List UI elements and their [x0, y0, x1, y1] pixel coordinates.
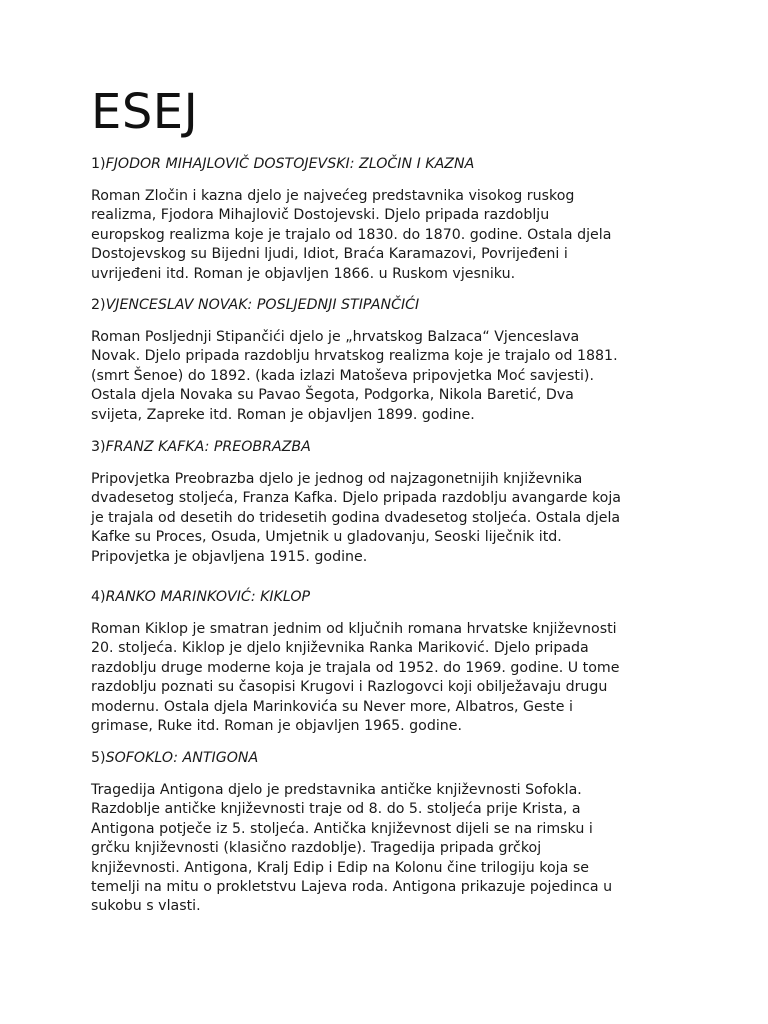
document-title: ESEJ	[91, 84, 199, 140]
paragraph-line: temelji na mitu o prokletstvu Lajeva roda. Antigona prikazuje pojedinca u	[91, 879, 613, 896]
paragraph-line: Ostala djela Novaka su Pavao Šegota, Podgorka, Nikola Baretić, Dva	[91, 387, 574, 404]
section-title: RANKO MARINKOVIĆ: KIKLOP	[105, 589, 311, 605]
paragraph-line: europskog realizma koje je trajalo od 1830. do 1870. godine. Ostala djela	[91, 226, 612, 243]
paragraph-line: Antigona potječe iz 5. stoljeća. Antička književnost dijeli se na rimsku i	[91, 820, 593, 837]
paragraph-line: Tragedija Antigona djelo je predstavnika antičke književnosti Sofokla.	[91, 782, 582, 798]
section-5	[91, 748, 691, 768]
paragraph-line: Roman Posljednji Stipančići djelo je „hrvatskog Balzaca“ Vjenceslava	[91, 329, 580, 345]
section-number: 3)	[91, 439, 106, 455]
paragraph-line: književnosti. Antigona, Kralj Edip i Edip na Kolonu čine trilogiju koja se	[91, 859, 589, 876]
section-5-body	[91, 781, 691, 917]
section-number: 4)	[91, 589, 106, 605]
section-number: 2)	[91, 297, 106, 313]
section-4-body	[91, 620, 691, 736]
paragraph	[91, 187, 691, 284]
section-3-body	[91, 470, 691, 567]
paragraph-line: Novak. Djelo pripada razdoblju hrvatskog realizma koje je trajalo od 1881.	[91, 348, 618, 365]
paragraph-line: Kafke su Proces, Osuda, Umjetnik u gladovanju, Seoski liječnik itd.	[91, 529, 562, 546]
paragraph-line: dvadesetog stoljeća, Franza Kafka. Djelo pripada razdoblju avangarde koja	[91, 490, 621, 507]
paragraph	[91, 781, 691, 917]
section-heading	[91, 748, 691, 768]
paragraph-line: (smrt Šenoe) do 1892. (kada izlazi Matoševa pripovjetka Moć savjesti).	[91, 367, 594, 384]
section-4	[91, 587, 691, 607]
section-1-body	[91, 187, 691, 284]
section-1	[91, 154, 691, 174]
paragraph-line: je trajala od desetih do tridesetih godina dvadesetog stoljeća. Ostala djela	[91, 509, 621, 526]
paragraph-line: Pripovjetka Preobrazba djelo je jednog od najzagonetnijih književnika	[91, 471, 583, 487]
section-title: SOFOKLO: ANTIGONA	[105, 750, 259, 766]
paragraph-line: sukobu s vlasti.	[91, 898, 201, 915]
paragraph-line: uvrijeđeni itd. Roman je objavljen 1866. u Ruskom vjesniku.	[91, 265, 516, 282]
paragraph-line: Pripovjetka je objavljena 1915. godine.	[91, 548, 368, 565]
paragraph-line: Razdoblje antičke književnosti traje od 8. do 5. stoljeća prije Krista, a	[91, 801, 581, 818]
paragraph-line: 20. stoljeća. Kiklop je djelo književnika Ranka Mariković. Djelo pripada	[91, 640, 589, 657]
section-2	[91, 295, 691, 315]
paragraph-line: Dostojevskog su Bijedni ljudi, Idiot, Braća Karamazovi, Povrijeđeni i	[91, 246, 568, 263]
section-heading	[91, 295, 691, 315]
section-title: FJODOR MIHAJLOVIČ DOSTOJEVSKI: ZLOČIN I KAZNA	[105, 156, 475, 172]
section-2-body	[91, 328, 691, 425]
section-heading	[91, 437, 691, 457]
paragraph-line: razdoblju poznati su časopisi Krugovi i Razlogovci koji obilježavaju drugu	[91, 679, 608, 696]
paragraph	[91, 470, 691, 567]
section-3	[91, 437, 691, 457]
paragraph-line: modernu. Ostala djela Marinkovića su Never more, Albatros, Geste i	[91, 698, 573, 715]
paragraph-line: Roman Kiklop je smatran jednim od ključnih romana hrvatske književnosti	[91, 621, 617, 637]
section-heading	[91, 154, 691, 174]
paragraph-line: grčku književnosti (klasično razdoblje). Tragedija pripada grčkoj	[91, 840, 542, 857]
paragraph	[91, 328, 691, 425]
paragraph	[91, 620, 691, 736]
section-heading	[91, 587, 691, 607]
section-title: VJENCESLAV NOVAK: POSLJEDNJI STIPANČIĆI	[105, 297, 420, 313]
section-title: FRANZ KAFKA: PREOBRAZBA	[105, 439, 311, 455]
paragraph-line: grimase, Ruke itd. Roman je objavljen 1965. godine.	[91, 718, 463, 735]
paragraph-line: realizma, Fjodora Mihajlovič Dostojevski. Djelo pripada razdoblju	[91, 207, 550, 224]
section-number: 5)	[91, 750, 106, 766]
paragraph-line: Roman Zločin i kazna djelo je najvećeg predstavnika visokog ruskog	[91, 188, 575, 204]
section-number: 1)	[91, 156, 106, 172]
paragraph-line: svijeta, Zapreke itd. Roman je objavljen 1899. godine.	[91, 406, 475, 423]
paragraph-line: razdoblju druge moderne koja je trajala od 1952. do 1969. godine. U tome	[91, 659, 620, 676]
